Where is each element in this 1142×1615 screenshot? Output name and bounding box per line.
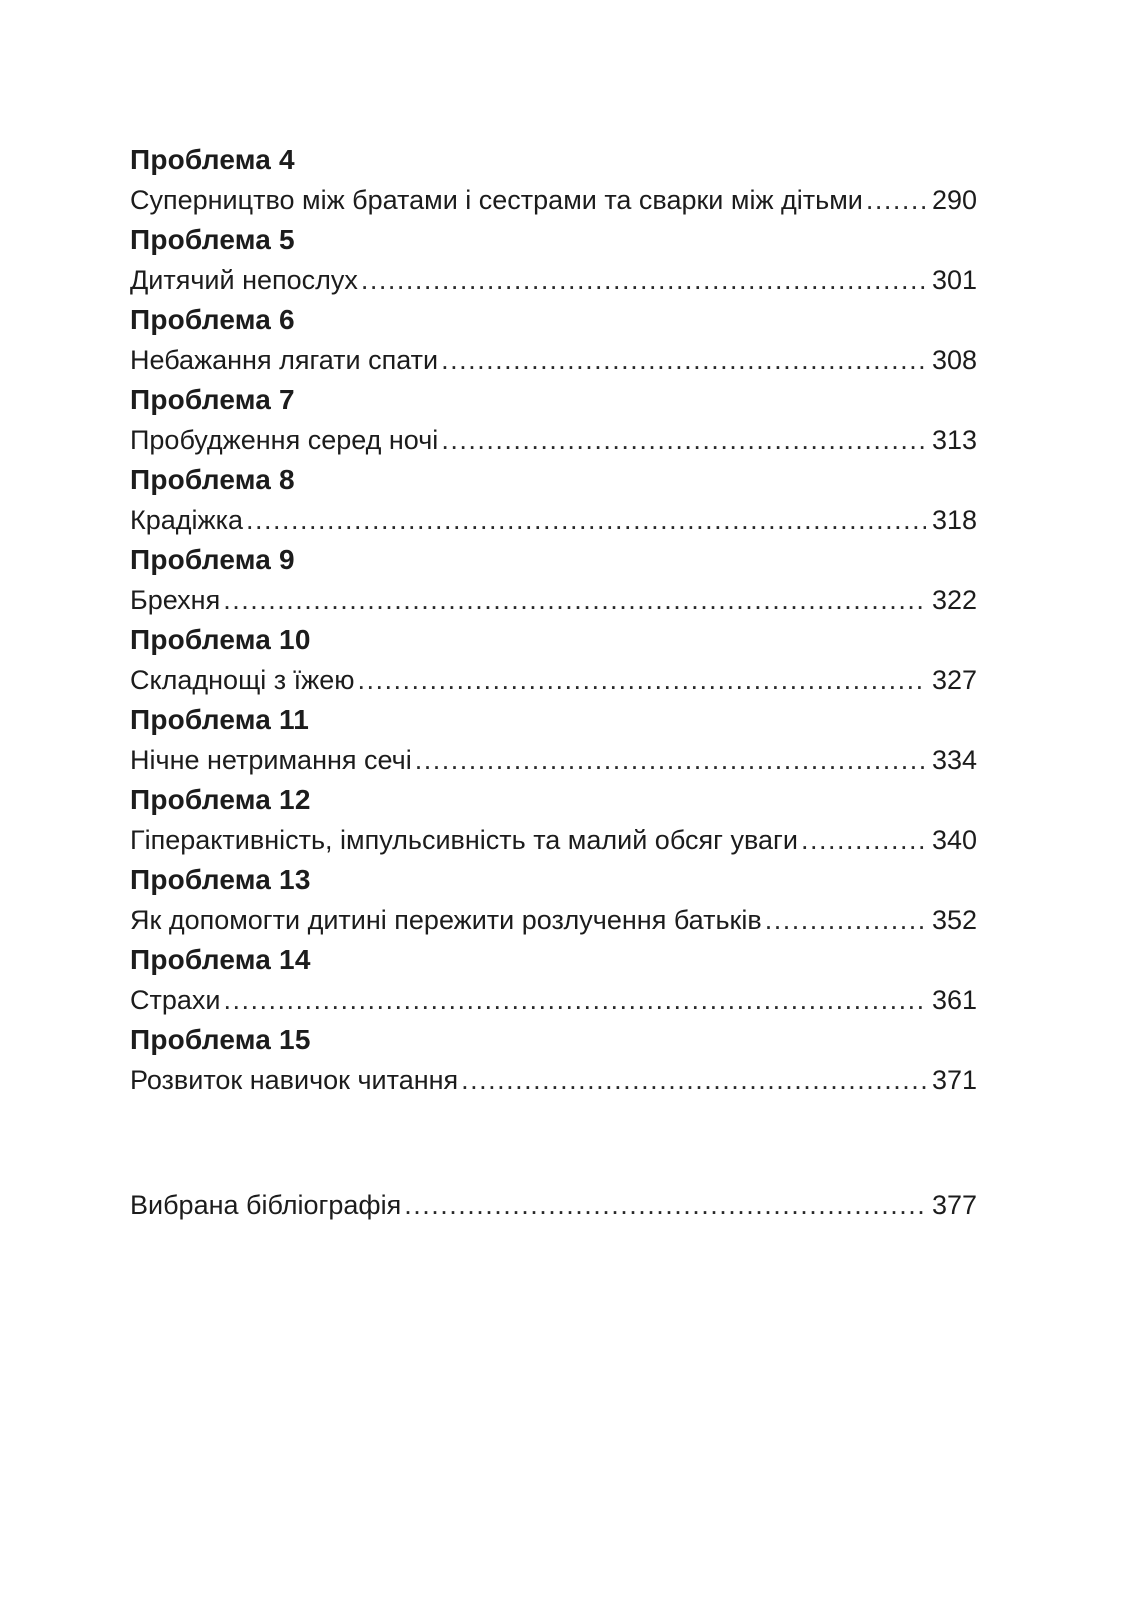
toc-entry	[130, 300, 977, 380]
toc-entry-line	[130, 500, 977, 540]
toc-entry	[130, 220, 977, 300]
toc-entry	[130, 860, 977, 940]
toc-entry-title: Крадіжка	[130, 505, 243, 535]
toc-list	[130, 140, 977, 1100]
toc-entry-page-number: 327	[931, 665, 977, 695]
dot-leader	[461, 1060, 926, 1100]
dot-leader	[223, 980, 925, 1020]
toc-entry-page-number: 318	[931, 505, 977, 535]
toc-entry-title: Брехня	[130, 585, 221, 615]
toc-entry-title: Складнощі з їжею	[130, 665, 355, 695]
dot-leader	[866, 180, 926, 220]
toc-entry-heading: Проблема 9	[130, 544, 295, 575]
bibliography-page-number: 377	[931, 1190, 977, 1220]
dot-leader	[441, 420, 926, 460]
toc-entry	[130, 140, 977, 220]
toc-entry-page-number: 371	[931, 1065, 977, 1095]
dot-leader	[223, 580, 926, 620]
toc-entry-line	[130, 900, 977, 940]
toc-entry	[130, 940, 977, 1020]
toc-entry-line	[130, 340, 977, 380]
toc-entry-line	[130, 260, 977, 300]
dot-leader	[246, 500, 926, 540]
toc-entry-title: Дитячий непослух	[130, 265, 358, 295]
bibliography-title: Вибрана бібліографія	[130, 1190, 402, 1220]
toc-entry-page-number: 352	[931, 905, 977, 935]
toc-entry	[130, 1020, 977, 1100]
toc-entry-heading: Проблема 5	[130, 224, 295, 255]
toc-entry	[130, 620, 977, 700]
toc-entry	[130, 780, 977, 860]
dot-leader	[361, 260, 926, 300]
toc-entry-heading: Проблема 6	[130, 304, 295, 335]
toc-entry-heading: Проблема 13	[130, 864, 311, 895]
toc-entry-title: Як допомогти дитині пережити розлучення батьків	[130, 905, 762, 935]
toc-entry-page-number: 340	[931, 825, 977, 855]
dot-leader	[415, 740, 926, 780]
toc-entry-line	[130, 660, 977, 700]
toc-entry-heading: Проблема 10	[130, 624, 311, 655]
toc-entry-title: Нічне нетримання сечі	[130, 745, 412, 775]
toc-entry-line	[130, 420, 977, 460]
toc-entry-line	[130, 180, 977, 220]
toc-entry-title: Розвиток навичок читання	[130, 1065, 459, 1095]
toc-entry	[130, 540, 977, 620]
toc-entry-title: Пробудження серед ночі	[130, 425, 439, 455]
toc-entry-title: Небажання лягати спати	[130, 345, 439, 375]
dot-leader	[801, 820, 926, 860]
toc-entry-heading: Проблема 15	[130, 1024, 311, 1055]
dot-leader	[358, 660, 926, 700]
toc-entry-line	[130, 1060, 977, 1100]
toc-entry-line	[130, 820, 977, 860]
toc-entry-heading: Проблема 4	[130, 144, 295, 175]
toc-entry-line	[130, 1185, 977, 1225]
toc-entry-heading: Проблема 11	[130, 704, 310, 735]
toc-entry	[130, 380, 977, 460]
toc-entry-heading: Проблема 8	[130, 464, 295, 495]
toc-entry-page-number: 361	[931, 985, 977, 1015]
toc-entry-title: Суперництво між братами і сестрами та сварки між дітьми	[130, 185, 863, 215]
toc-entry-heading: Проблема 7	[130, 384, 295, 415]
bibliography-entry	[130, 1185, 977, 1225]
toc-entry	[130, 700, 977, 780]
toc-entry-page-number: 290	[931, 185, 977, 215]
toc-entry-heading: Проблема 14	[130, 944, 311, 975]
dot-leader	[765, 900, 926, 940]
toc-entry-title: Гіперактивність, імпульсивність та малий обсяг уваги	[130, 825, 798, 855]
toc-entry-page-number: 313	[931, 425, 977, 455]
toc-entry-line	[130, 740, 977, 780]
toc-entry	[130, 460, 977, 540]
dot-leader	[404, 1185, 926, 1225]
toc-entry-heading: Проблема 12	[130, 784, 311, 815]
dot-leader	[441, 340, 926, 380]
toc-entry-title: Страхи	[130, 985, 221, 1015]
toc-entry-line	[130, 580, 977, 620]
toc-entry-page-number: 334	[931, 745, 977, 775]
toc-entry-page-number: 301	[931, 265, 977, 295]
toc-entry-page-number: 322	[931, 585, 977, 615]
toc-entry-page-number: 308	[931, 345, 977, 375]
toc-entry-line	[130, 980, 977, 1020]
